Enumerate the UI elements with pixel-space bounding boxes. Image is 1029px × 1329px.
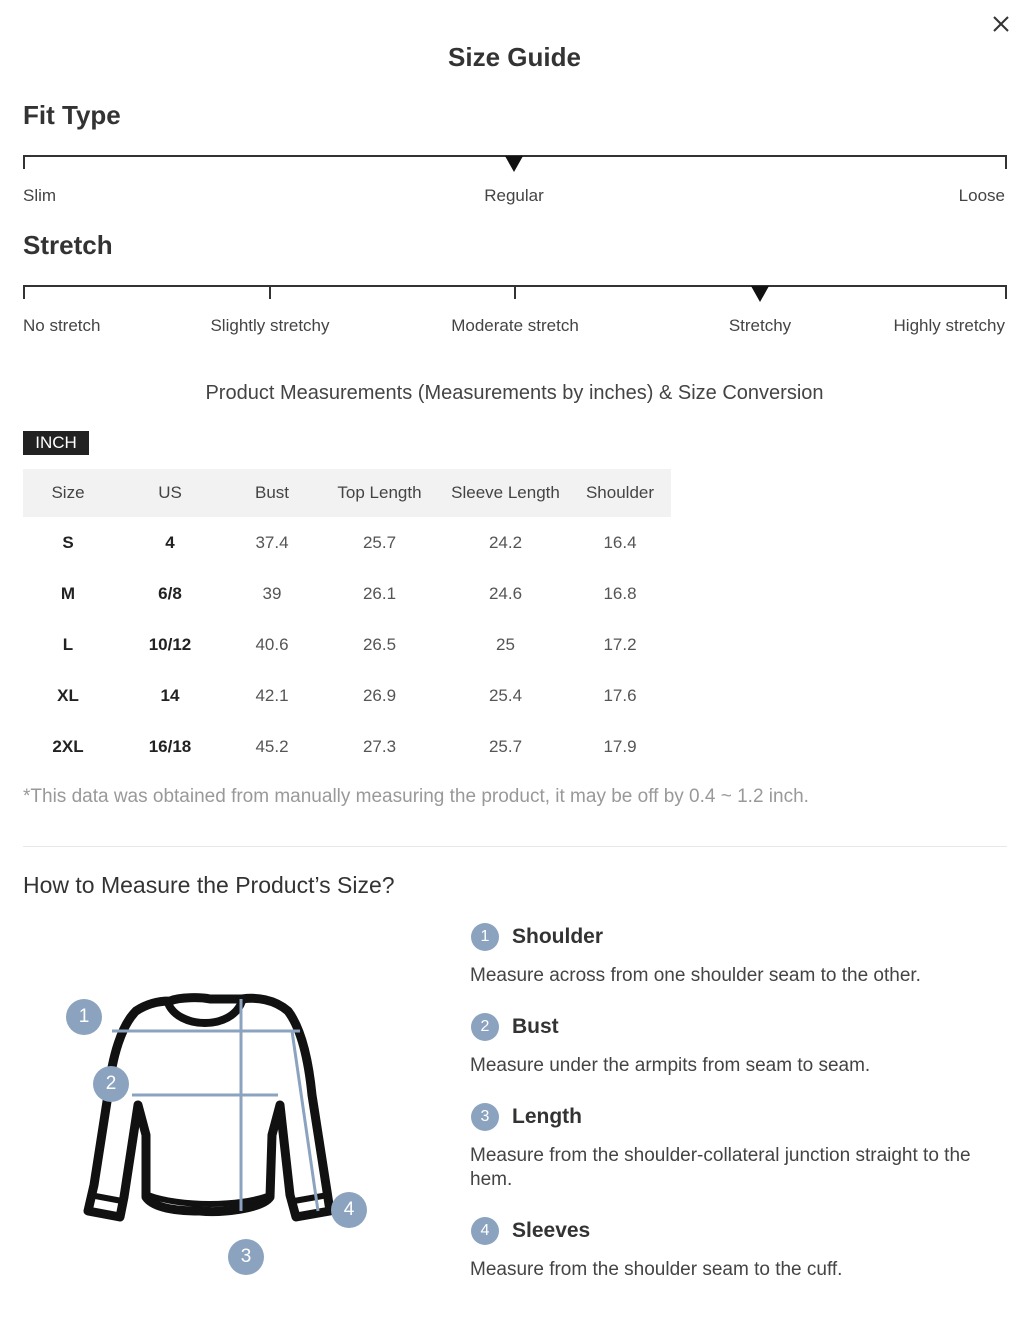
step-number: 4	[471, 1217, 499, 1245]
sweater-diagram	[60, 985, 380, 1285]
size-table	[23, 469, 671, 772]
table-header-row	[23, 469, 671, 517]
step-title: Sleeves	[512, 1219, 591, 1242]
column-header: Size	[23, 469, 113, 517]
table-row	[23, 721, 671, 772]
fit-label-loose: Loose	[958, 186, 1005, 205]
stretch-tick	[514, 285, 516, 299]
step-title: Bust	[512, 1015, 559, 1038]
stretch-marker-icon	[751, 286, 769, 302]
table-cell: 25	[496, 634, 515, 654]
column-header: Sleeve Length	[442, 469, 569, 517]
diagram-marker-shoulder: 1	[66, 999, 102, 1035]
measurement-note: *This data was obtained from manually measuring the product, it may be off by 0.4 ~ 1.2 inch.	[23, 786, 809, 807]
table-cell: 25.7	[488, 736, 523, 756]
table-cell: 16.8	[603, 583, 637, 603]
sweater-icon	[60, 985, 380, 1285]
how-to-heading: How to Measure the Product’s Size?	[23, 872, 395, 898]
step-number: 1	[471, 923, 499, 951]
table-cell: XL	[57, 685, 79, 705]
close-button[interactable]	[987, 10, 1015, 38]
step-title: Length	[512, 1105, 582, 1128]
fit-type-tick	[23, 155, 25, 169]
table-row	[23, 568, 671, 619]
table-cell: 39	[262, 583, 282, 603]
fit-type-tick	[1005, 155, 1007, 169]
table-cell: 26.5	[362, 634, 397, 654]
close-icon	[987, 10, 1015, 38]
stretch-label-moderate: Moderate stretch	[451, 316, 579, 335]
table-cell: 4	[165, 532, 175, 552]
table-cell: 25.7	[362, 532, 397, 552]
table-cell: 17.9	[603, 736, 637, 756]
column-header: Bust	[227, 469, 317, 517]
table-cell: 27.3	[362, 736, 397, 756]
diagram-marker-bust: 2	[93, 1066, 129, 1102]
stretch-heading: Stretch	[23, 230, 113, 260]
column-header: Top Length	[317, 469, 442, 517]
step-number: 3	[471, 1103, 499, 1131]
table-cell: 16.4	[603, 532, 637, 552]
table-cell: 6/8	[158, 583, 182, 603]
measurements-subtitle: Product Measurements (Measurements by inches) & Size Conversion	[205, 382, 824, 404]
table-cell: 42.1	[255, 685, 289, 705]
fit-type-marker-icon	[505, 156, 523, 172]
stretch-label-high: Highly stretchy	[893, 316, 1005, 335]
fit-type-heading: Fit Type	[23, 100, 121, 130]
table-cell: 45.2	[255, 736, 289, 756]
diagram-marker-length: 3	[228, 1239, 264, 1275]
table-row	[23, 517, 671, 568]
stretch-tick	[269, 285, 271, 299]
column-header: US	[113, 469, 227, 517]
step-number: 2	[471, 1013, 499, 1041]
table-row	[23, 670, 671, 721]
table-cell: 25.4	[488, 685, 523, 705]
table-cell: S	[62, 532, 74, 552]
table-cell: 24.6	[488, 583, 523, 603]
table-cell: 26.1	[362, 583, 397, 603]
step-description: Measure from the shoulder seam to the cuff.	[470, 1259, 843, 1280]
table-cell: 2XL	[52, 736, 84, 756]
table-cell: 17.2	[603, 634, 637, 654]
unit-badge[interactable]: INCH	[23, 431, 89, 455]
table-cell: 26.9	[362, 685, 397, 705]
table-cell: 40.6	[255, 634, 289, 654]
stretch-label-none: No stretch	[23, 316, 101, 335]
stretch-label-slight: Slightly stretchy	[210, 316, 330, 335]
fit-label-slim: Slim	[23, 186, 57, 205]
table-cell: 16/18	[148, 736, 192, 756]
column-header: Shoulder	[569, 469, 671, 517]
step-description: Measure across from one shoulder seam to the other.	[470, 965, 921, 986]
section-divider	[23, 846, 1007, 847]
diagram-marker-sleeves: 4	[331, 1192, 367, 1228]
step-description: Measure from the shoulder-collateral junction straight to the hem.	[470, 1145, 971, 1190]
step-description: Measure under the armpits from seam to seam.	[470, 1055, 871, 1076]
table-row	[23, 619, 671, 670]
table-cell: L	[62, 634, 74, 654]
step-title: Shoulder	[512, 925, 604, 948]
table-cell: 24.2	[488, 532, 523, 552]
table-cell: 37.4	[255, 532, 289, 552]
page-title: Size Guide	[448, 42, 581, 72]
fit-label-regular: Regular	[484, 186, 544, 205]
stretch-tick	[1005, 285, 1007, 299]
stretch-label-stretchy: Stretchy	[728, 316, 792, 335]
table-cell: M	[60, 583, 76, 603]
table-cell: 14	[160, 685, 180, 705]
table-cell: 10/12	[148, 634, 192, 654]
table-cell: 17.6	[603, 685, 637, 705]
stretch-tick	[23, 285, 25, 299]
